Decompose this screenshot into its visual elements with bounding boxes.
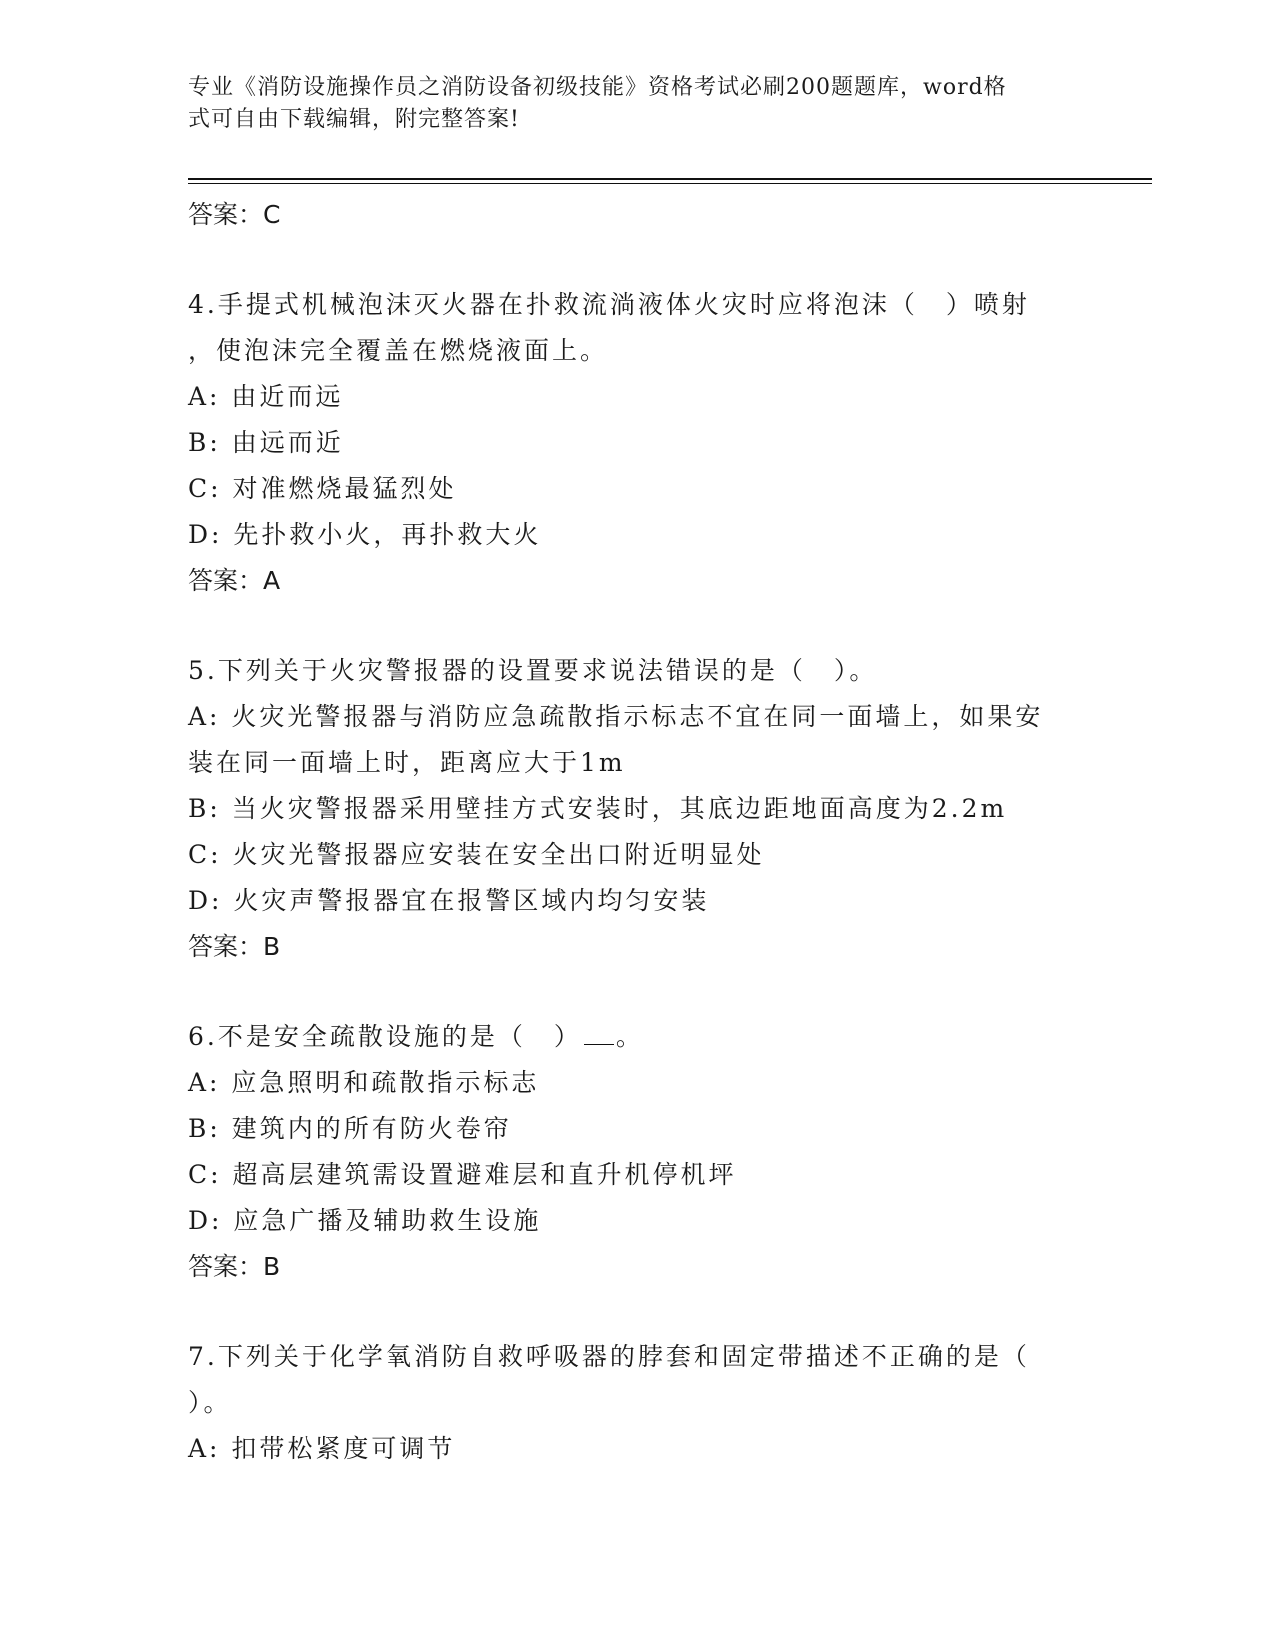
question-text-suffix: 。 <box>615 1022 644 1051</box>
header-rule-thick <box>188 178 1152 180</box>
option-d: D: 应急广播及辅助救生设施 <box>188 1206 542 1235</box>
option-a: A: 应急照明和疏散指示标志 <box>188 1068 540 1097</box>
option-a: A: 扣带松紧度可调节 <box>188 1434 456 1463</box>
option-a: A: 火灾光警报器与消防应急疏散指示标志不宜在同一面墙上，如果安 <box>188 702 1044 731</box>
question-7 <box>188 1334 1108 1472</box>
option-d: D: 火灾声警报器宜在报警区域内均匀安装 <box>188 886 710 915</box>
question-list <box>188 192 1108 1472</box>
option-b: B: 建筑内的所有防火卷帘 <box>188 1114 512 1143</box>
question-text: 7.下列关于化学氧消防自救呼吸器的脖套和固定带描述不正确的是（ <box>188 1342 1030 1371</box>
question-text: 4.手提式机械泡沫灭火器在扑救流淌液体火灾时应将泡沫（ ）喷射 <box>188 290 1030 319</box>
answer-line: 答案：A <box>188 566 281 595</box>
document-header <box>188 72 1068 136</box>
fill-blank <box>584 1022 614 1045</box>
question-text-cont: ，使泡沫完全覆盖在燃烧液面上。 <box>188 336 609 365</box>
question-text-cont: ）。 <box>188 1388 232 1417</box>
answer-line: 答案：C <box>188 200 281 229</box>
header-line-1: 专业《消防设施操作员之消防设备初级技能》资格考试必刷200题题库，word格 <box>188 75 1007 100</box>
answer-line: 答案：B <box>188 1252 281 1281</box>
question-text-prefix: 6.不是安全疏散设施的是（ ） <box>188 1022 582 1051</box>
question-5 <box>188 648 1108 970</box>
question-6 <box>188 1014 1108 1290</box>
option-d: D: 先扑救小火，再扑救大火 <box>188 520 542 549</box>
option-c: C: 对准燃烧最猛烈处 <box>188 474 457 503</box>
option-b: B: 由远而近 <box>188 428 344 457</box>
header-line-2: 式可自由下载编辑，附完整答案! <box>188 107 520 132</box>
option-c: C: 火灾光警报器应安装在安全出口附近明显处 <box>188 840 765 869</box>
header-rule-thin <box>188 183 1152 184</box>
answer-line: 答案：B <box>188 932 281 961</box>
question-4 <box>188 282 1108 604</box>
option-c: C: 超高层建筑需设置避难层和直升机停机坪 <box>188 1160 737 1189</box>
question-text: 5.下列关于火灾警报器的设置要求说法错误的是（ ）。 <box>188 656 878 685</box>
option-a-cont: 装在同一面墙上时，距离应大于1m <box>188 748 626 777</box>
option-a: A: 由近而远 <box>188 382 344 411</box>
question-text <box>188 1014 1108 1060</box>
option-b: B: 当火灾警报器采用壁挂方式安装时，其底边距地面高度为2.2m <box>188 794 1008 823</box>
